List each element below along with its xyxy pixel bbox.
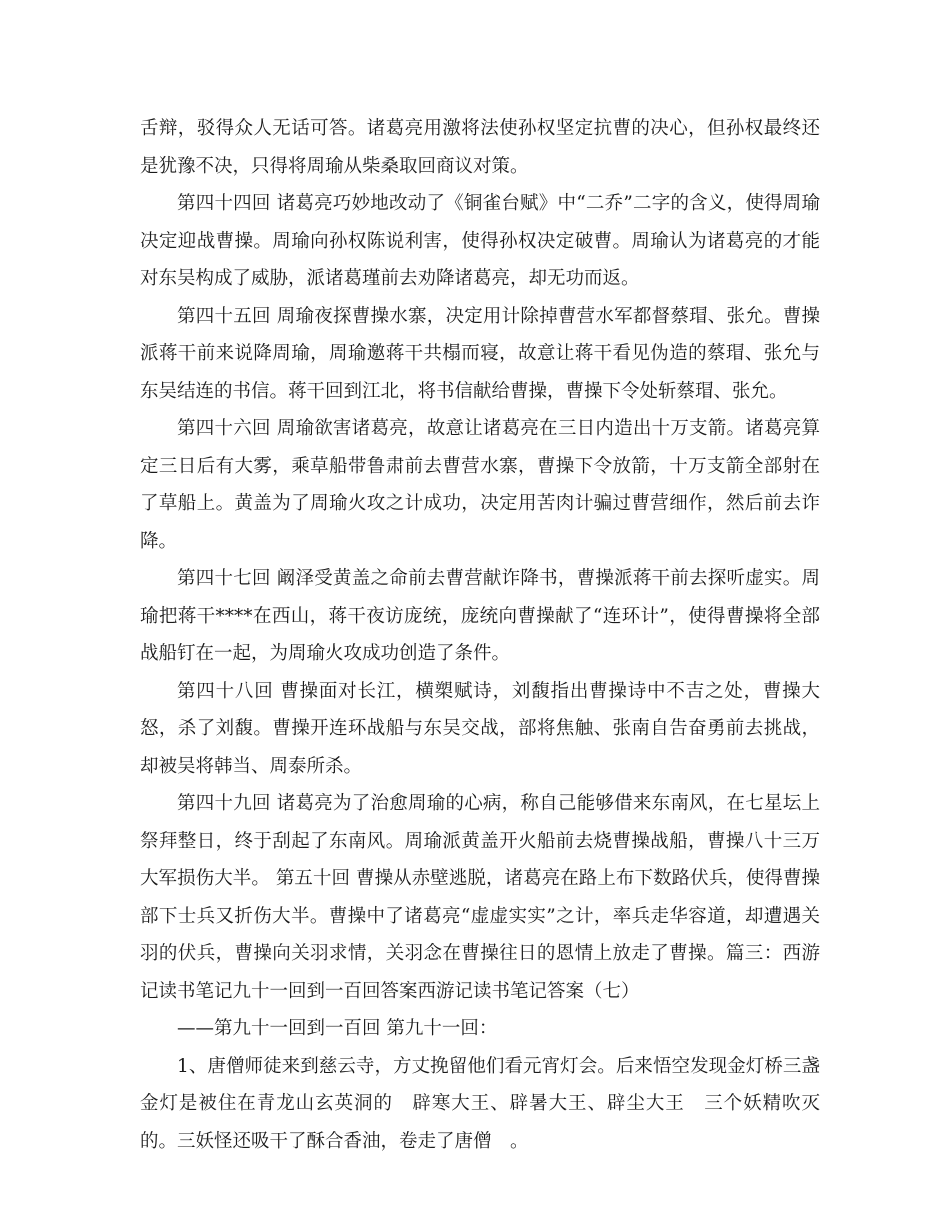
paragraph-chapter-47: 第四十七回 阚泽受黄盖之命前去曹营献诈降书，曹操派蒋干前去探听虚实。周瑜把蒋干****在西山，蒋干夜访庞统，庞统向曹操献了“连环计”，使得曹操将全部战船钉在一起，为周瑜火攻成功创造了条件。 bbox=[140, 568, 820, 664]
paragraph-question-1: 1、唐僧师徒来到慈云寺，方丈挽留他们看元宵灯会。后来悟空发现金灯桥三盏金灯是被住在青龙山玄英洞的 辟寒大王、辟暑大王、辟尘大王 三个妖精吹灭的。三妖怪还吸干了酥合香油，卷走了唐僧 。 bbox=[140, 1055, 820, 1152]
paragraph-chapter-49-50: 第四十九回 诸葛亮为了治愈周瑜的心病，称自己能够借来东南风，在七星坛上祭拜整日，终于刮起了东南风。周瑜派黄盖开火船前去烧曹操战船，曹操八十三万大军损伤大半。 第五十回 曹操从赤壁逃脱，诸葛亮在路上布下数路伏兵，使得曹操部下士兵又折伤大半。曹操中了诸葛亮“虚虚实实”之计，率兵走华容道，却遭遇关羽的伏兵，曹操向关羽求情，关羽念在曹操往日的恩情上放走了曹操。篇三：西游记读书笔记九十一回到一百回答案西游记读书笔记答案（七） bbox=[140, 793, 820, 1002]
paragraph-chapter-46: 第四十六回 周瑜欲害诸葛亮，故意让诸葛亮在三日内造出十万支箭。诸葛亮算定三日后有大雾，乘草船带鲁肃前去曹营水寨，曹操下令放箭，十万支箭全部射在了草船上。黄盖为了周瑜火攻之计成功，决定用苦肉计骗过曹营细作，然后前去诈降。 bbox=[140, 418, 820, 552]
paragraph-chapter-45: 第四十五回 周瑜夜探曹操水寨，决定用计除掉曹营水军都督蔡瑁、张允。曹操派蒋干前来说降周瑜，周瑜邀蒋干共榻而寝，故意让蒋干看见伪造的蔡瑁、张允与东吴结连的书信。蒋干回到江北，将书信献给曹操，曹操下令处斩蔡瑁、张允。 bbox=[140, 305, 820, 402]
document-body bbox=[140, 110, 820, 1160]
paragraph-chapter-44: 第四十四回 诸葛亮巧妙地改动了《铜雀台赋》中“二乔”二字的含义，使得周瑜决定迎战曹操。周瑜向孙权陈说利害，使得孙权决定破曹。周瑜认为诸葛亮的才能对东吴构成了威胁，派诸葛瑾前去劝降诸葛亮，却无功而返。 bbox=[140, 193, 820, 289]
paragraph-chapter-48: 第四十八回 曹操面对长江，横槊赋诗，刘馥指出曹操诗中不吉之处，曹操大怒，杀了刘馥。曹操开连环战船与东吴交战，部将焦触、张南自告奋勇前去挑战，却被吴将韩当、周泰所杀。 bbox=[140, 680, 820, 777]
paragraph-continuation: 舌辩，驳得众人无话可答。诸葛亮用激将法使孙权坚定抗曹的决心，但孙权最终还是犹豫不决，只得将周瑜从柴桑取回商议对策。 bbox=[140, 118, 820, 177]
paragraph-section-heading: ——第九十一回到一百回 第九十一回： bbox=[177, 1018, 498, 1039]
